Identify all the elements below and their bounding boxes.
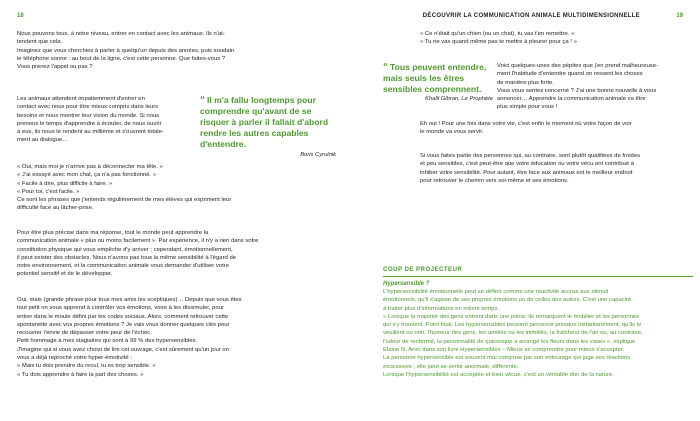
text-line: Petit hommage à mes stagiaires qui sont à 99 % des hypersensibles.: [17, 338, 198, 345]
text-line: Nous pouvons tous, à notre niveau, entrer en contact avec les animaux. Ils n'at-: [17, 31, 225, 37]
spotlight-title: COUP DE PROJECTEUR: [383, 266, 463, 273]
text-line: prenons le temps d'apprendre à écouter, de nous ouvrir: [17, 120, 162, 127]
spotlight-line: à traiter plus d'informations en même temps.: [383, 305, 500, 312]
text-line: le monde va vous servir.: [420, 129, 484, 136]
text-line: et peu sensibles, c'est peut-être que votre éducation ou votre vécu ont contribué à: [420, 161, 634, 168]
text-line: vous a déjà reproché votre hyper-émotivité :: [17, 355, 132, 362]
text-line: à eux, ils nous le rendent au millième et s'ouvrent totale-: [17, 129, 164, 136]
text-line: Les animaux attendent impatiemment d'entrer en: [17, 96, 145, 102]
text-line: J'imagine qui si vous avez choisi de lire cet ouvrage, c'est sûrement qu'un jour on: [17, 346, 229, 353]
spotlight-line: Lorsque l'hypersensibilité est acceptée et bien vécue, c'est un véritable don de la nature.: [383, 371, 614, 378]
left-pull-quote: [200, 95, 336, 158]
text-line: communication animale « plus ou moins facilement ». Par expérience, il n'y a rien dans votre: [17, 238, 259, 245]
spotlight-line: L'hypersensibilité émotionnelle peut se définir comme une réactivité accrue aux stimuli: [383, 289, 609, 295]
text-line: tout petit on vous apprend à contrôler vos émotions, voire à les dissimuler, pour: [17, 305, 224, 312]
text-line: besoins et nous montrer leur vision du monde. Si nous: [17, 112, 160, 119]
left-quotes: [17, 163, 337, 213]
pull-quote-author: Khalil Gibran, Le Prophète: [425, 96, 493, 102]
text-line: « Pour toi, c'est facile. »: [17, 188, 80, 195]
spotlight-line: excessives ; elle peut se sentir anormale, différente.: [383, 363, 519, 370]
spotlight-line: l'odeur de renfermé, la personnalité de quiconque a arrangé les fleurs dans les vases », explique: [383, 338, 636, 345]
right-top-quotes: [420, 30, 690, 47]
text-line: plus simple pour vous !: [497, 104, 558, 111]
text-line: recouvrer l'envie de dépasser votre peur de l'échec.: [17, 330, 152, 337]
text-line: Vous vous sentez concerné ? J'ai une bonne nouvelle à vous: [497, 87, 657, 94]
text-line: inhiber votre sensibilité. Pour autant, être face aux animaux est le meilleur endroit: [420, 169, 633, 176]
text-line: « Tu ne vas quand même pas te mettre à pleurer pour ça ! »: [420, 39, 577, 46]
text-line: potentiel sensitif et de le développer.: [17, 271, 113, 278]
text-line: « Tu dois apprendre à faire la part des choses. »: [17, 371, 144, 378]
left-para-2: [17, 95, 201, 145]
spotlight-subtitle: Hypersensible ?: [383, 281, 430, 287]
text-line: tendent que cela.: [17, 39, 63, 46]
text-line: constitution physique qui vous empêche d'y arriver ; cependant, émotionnellement,: [17, 246, 233, 253]
text-line: « Mais tu dois prendre du recul, tu es trop sensible. »: [17, 363, 156, 370]
left-para-4: [17, 296, 337, 379]
pull-quote-text: Tous peuvent entendre, mais seuls les êtres sensibles comprennent.: [383, 62, 487, 94]
text-line: « Facile à dire, plus difficile à faire. »: [17, 180, 113, 187]
text-line: contact avec nous pour être mieux compris dans leurs: [17, 104, 159, 111]
text-line: « Ce n'était qu'un chien (ou un chat), tu vas t'en remettre. »: [420, 31, 575, 37]
text-line: entrer dans le moule défini par les codes sociaux. Alors, comment retrouver cette: [17, 313, 229, 320]
text-line: il peut exister des obstacles. Nous n'avons pas tous la même sensibilité à l'égard de: [17, 254, 237, 261]
text-line: Oui, mais (grande phrase pour tous mes amis les sceptiques)… Depuis que vous êtes: [17, 297, 242, 303]
pull-quote-text: Il m'a fallu longtemps pour comprendre qu'avant de se risquer à parler il fallait d'abord rendre les autres capables d'entendre.: [200, 95, 329, 149]
running-title: DÉCOUVRIR LA COMMUNICATION ANIMALE MULTIDIMENSIONNELLE: [422, 13, 640, 19]
text-line: Vous prenez l'appel ou pas ?: [17, 64, 93, 71]
text-line: pour retrouver le chemin vers soi-même et ses émotions.: [420, 177, 569, 184]
text-line: annoncer… Apprendre la communication animale va être: [497, 96, 646, 103]
right-pull-quote: [383, 62, 493, 102]
left-intro: [17, 30, 337, 71]
quote-mark-icon: “: [383, 62, 388, 73]
text-line: Imaginez que vous cherchiez à parler à quelqu'un depuis des années, puis soudain: [17, 47, 235, 54]
right-para-eh: [420, 120, 692, 137]
right-side-para: [497, 62, 692, 112]
text-line: Voici quelques-unes des pépites que j'en prend malheureuse-: [497, 63, 658, 69]
spotlight-line: émotionnels, qu'il s'agisse de ses propres émotions ou de celles des autres. C'est une capacité: [383, 297, 631, 304]
text-line: ment au dialogue…: [17, 137, 69, 144]
spotlight-box: [383, 266, 693, 379]
right-para-si: [420, 152, 692, 185]
text-line: notre environnement, et la communication animale vous demander d'utiliser votre: [17, 263, 229, 270]
text-line: ment l'habitude d'entendre quand on ressent les choses: [497, 71, 643, 78]
spotlight-line: qui s'y trouvent. Point final. Les hypersensibles peuvent percevoir presque instantanément, qu'ils le: [383, 322, 642, 329]
spotlight-line: Elaine N. Aron dans son livre Hypersensibles – Mieux se comprendre pour mieux s'accepter.: [383, 347, 625, 354]
text-line: Eh oui ! Pour une fois dans votre vie, c'est enfin le moment où votre façon de voir: [420, 121, 632, 127]
text-line: Ce sont les phrases que j'entends régulièrement de mes élèves qui expriment leur: [17, 197, 232, 204]
spotlight-line: veuillent ou non, l'humeur des gens, les amitiés ou les inimitiés, la fraîcheur de l'air ou, au contraire,: [383, 330, 643, 337]
text-line: Pour être plus précise dans ma réponse, tout le monde peut apprendre la: [17, 230, 209, 236]
spotlight-line: « Lorsque la majorité des gens entrent dans une pièce, ils remarquent le mobilier et les personnes: [383, 313, 640, 320]
right-page-number: 19: [676, 13, 683, 19]
text-line: spontanéité avec vos propres émotions ? Je vais vous donner quelques clés pour: [17, 321, 230, 328]
text-line: le téléphone sonne : au bout de la ligne, c'est cette personne. Que faites-vous ?: [17, 55, 226, 62]
pull-quote-author: Boris Cyrulnik: [300, 152, 336, 158]
text-line: difficulté face au lâcher-prise.: [17, 205, 94, 212]
text-line: de manière plus forte.: [497, 79, 554, 86]
left-para-3: [17, 229, 337, 279]
spotlight-line: La personne hypersensible est souvent mal comprise par son entourage qui juge ses réactions: [383, 355, 631, 362]
spotlight-divider: [383, 276, 693, 277]
left-page-number: 18: [17, 13, 24, 19]
quote-mark-icon: “: [200, 95, 205, 106]
text-line: Si vous faites partie des personnes qui, au contraire, sont plutôt qualifiées de froides: [420, 153, 641, 159]
text-line: « J'ai essayé avec mon chat, ça n'a pas fonctionné. »: [17, 172, 157, 179]
text-line: « Oui, mais moi je n'arrive pas à déconnecter ma tête. »: [17, 164, 163, 170]
